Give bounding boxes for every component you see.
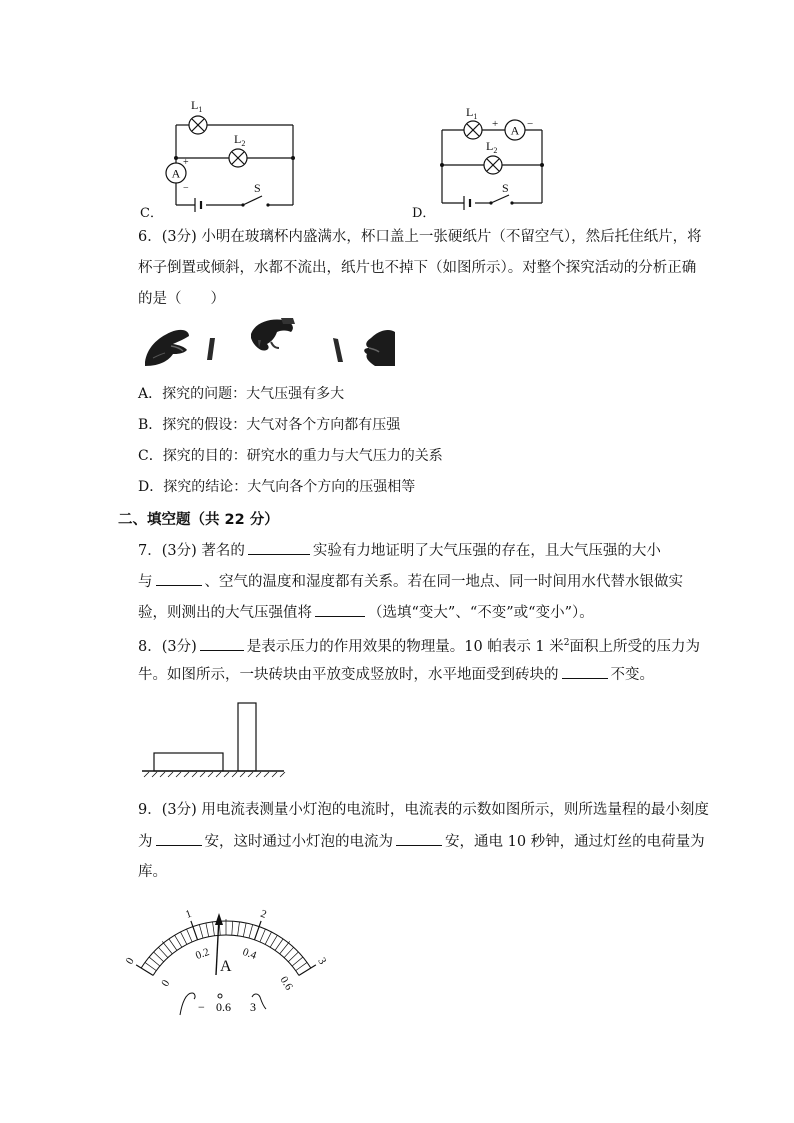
scale-tick: [213, 922, 215, 936]
q9-blank-2[interactable]: [396, 831, 442, 846]
q9-line1: 9．(3分) 用电流表测量小灯泡的电流时，电流表的示数如图所示，则所选量程的最小刻度: [138, 802, 709, 818]
scale-tick: [238, 922, 240, 936]
scale-tick: [232, 921, 233, 935]
circuit-diagram-d: [430, 100, 560, 218]
q7-line3: 验，则测出的大气压强值将 （选填“变大”、“不变”或“变小”）。: [138, 602, 594, 623]
svg-text:L1: $L_1$: [466, 105, 478, 121]
scale-tick: [158, 947, 167, 957]
scale-tick: [280, 941, 290, 953]
q7-blank-2[interactable]: [156, 571, 202, 586]
option-d-label: D．: [412, 206, 436, 221]
q7-blank-1[interactable]: [248, 540, 310, 555]
scale-tick: [284, 947, 293, 957]
svg-text:A: A: [510, 123, 520, 138]
scale-tick: [149, 957, 160, 966]
svg-text:S: S: [254, 181, 261, 195]
inner-scale-label: 0: [159, 977, 173, 989]
scale-tick: [288, 952, 298, 962]
scale-tick: [265, 932, 271, 944]
scale-tick: [206, 923, 209, 937]
upright-brick: [238, 703, 256, 771]
unit-label: A: [220, 958, 232, 975]
q8-line2: 牛。如图所示，一块砖块由平放变成竖放时，水平地面受到砖块的 不变。: [138, 664, 654, 685]
brick-diagram: [140, 698, 290, 778]
q7-line1: 7．(3分) 著名的 实验有力地证明了大气压强的存在，且大气压强的大小: [138, 540, 661, 561]
scale-tick: [180, 932, 186, 944]
scale-tick: [275, 939, 283, 950]
q9-blank-1[interactable]: [156, 831, 202, 846]
scale-tick: [199, 925, 203, 938]
terminals: [180, 993, 266, 1015]
battery-icon: [195, 198, 201, 212]
q6-stem-line1: 6．(3分) 小明在玻璃杯内盛满水，杯口盖上一张硬纸片（不留空气），然后托住纸片，将: [138, 229, 702, 245]
q6-stem-line3: 的是（ ）: [138, 291, 225, 307]
lamp-l1-icon: [189, 116, 207, 134]
q9-line2: 为 安，这时通过小灯泡的电流为 安，通电 10 秒钟，通过灯丝的电荷量为: [138, 831, 705, 852]
scale-tick: [260, 929, 266, 942]
scale-tick: [249, 925, 253, 938]
scale-tick: [254, 921, 261, 940]
svg-text:+: +: [492, 118, 499, 130]
q9-line3: 库。: [138, 864, 167, 880]
option-c-label: C．: [140, 206, 163, 221]
scale-tick: [162, 941, 172, 953]
q6-option-c: C．探究的目的：研究水的重力与大气压力的关系: [138, 448, 443, 464]
q7-line2: 与 、空气的温度和湿度都有关系。若在同一地点、同一时间用水代替水银做实: [138, 571, 683, 592]
lamp-l2-icon: [484, 156, 502, 174]
lamp-l2-icon: [229, 149, 247, 167]
q6-option-d: D．探究的结论：大气向各个方向的压强相等: [138, 479, 416, 495]
q7-blank-3[interactable]: [315, 602, 365, 617]
scale-tick: [145, 962, 156, 970]
outer-scale-label: 0: [123, 955, 137, 967]
scale-tick: [187, 929, 193, 942]
experiment-photo-image: [143, 318, 395, 368]
outer-scale-label: 2: [258, 907, 268, 921]
scale-tick: [270, 935, 277, 947]
scale-tick: [169, 939, 177, 950]
ammeter-dial: [123, 893, 329, 1023]
section-title: 二、填空题（共 22 分）: [118, 512, 279, 528]
svg-text:L2: $L_2$: [234, 132, 246, 148]
q6-stem-line2: 杯子倒置或倾斜，水都不流出，纸片也不掉下（如图所示）。对整个探究活动的分析正确: [138, 260, 697, 276]
scale-tick: [154, 952, 164, 962]
lamp-l1-icon: [464, 121, 482, 139]
scale-tick: [243, 923, 246, 937]
scale-tick: [296, 962, 307, 970]
q8-blank-2[interactable]: [562, 664, 608, 679]
q8-blank-1[interactable]: [200, 636, 244, 651]
outer-scale-label: 1: [184, 907, 194, 921]
svg-text:S: S: [502, 181, 509, 195]
inner-scale-label: 0.6: [277, 974, 295, 993]
svg-text:3: 3: [250, 1000, 256, 1014]
svg-text:−: −: [183, 183, 189, 194]
scale-tick: [292, 957, 303, 966]
scale-tick: [191, 921, 198, 940]
svg-text:L2: $L_2$: [486, 139, 498, 155]
outer-scale-label: 3: [315, 955, 329, 967]
inner-scale-label: 0.2: [194, 946, 211, 962]
svg-text:0.6: 0.6: [216, 1000, 231, 1014]
circuit-diagram-c: [158, 95, 308, 220]
scale-tick: [175, 935, 182, 947]
svg-text:−: −: [527, 118, 534, 130]
q6-option-b: B．探究的假设：大气对各个方向都有压强: [138, 417, 401, 433]
q6-option-a: A．探究的问题：大气压强有多大: [138, 386, 345, 402]
battery-icon: [464, 196, 470, 210]
svg-text:L1: $L_1$: [191, 98, 203, 114]
svg-text:A: A: [171, 166, 181, 181]
flat-brick: [154, 753, 223, 771]
svg-text:−: −: [198, 1000, 205, 1014]
inner-scale-label: 0.4: [241, 946, 258, 962]
svg-text:+: +: [183, 157, 189, 168]
q8-line1: 8．(3分) 是表示压力的作用效果的物理量。10 帕表示 1 米$^2$面积上所受的压力为: [138, 633, 700, 657]
ammeter-icon: [505, 120, 525, 140]
